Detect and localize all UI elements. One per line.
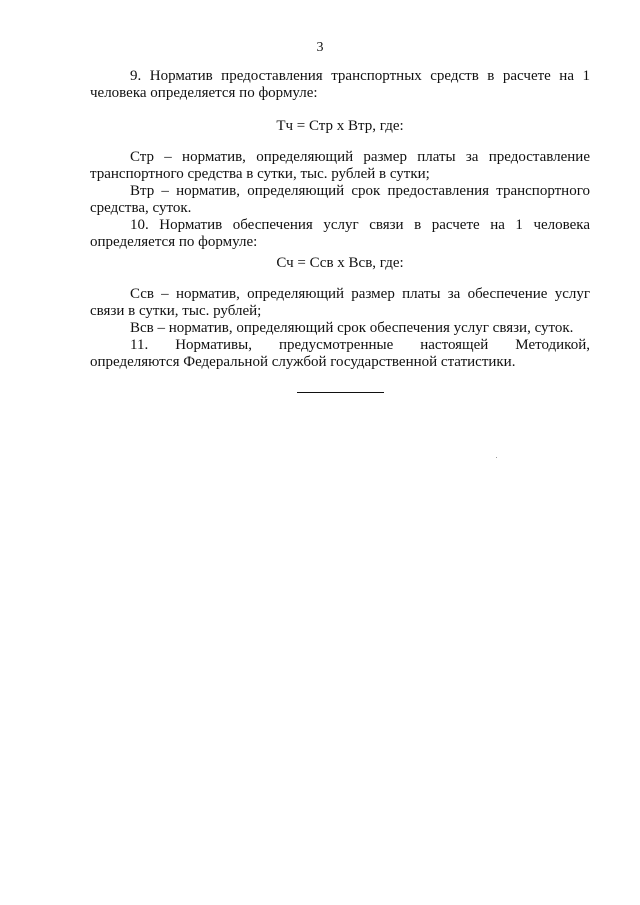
definition-vsv: Всв – норматив, определяющий срок обеспечения услуг связи, суток. (130, 320, 574, 336)
page-number: 3 (316, 40, 324, 55)
paragraph-10: 10. Норматив обеспечения услуг связи в расчете на 1 человека определяется по формуле: (90, 217, 590, 250)
formula-tch: Тч = Стр х Втр, где: (276, 118, 404, 134)
paragraph-11: 11. Нормативы, предусмотренные настоящей Методикой, определяются Федеральной службой государственной статистики. (90, 337, 590, 370)
definition-str: Стр – норматив, определяющий размер платы за предоставление транспортного средства в сутки, тыс. рублей в сутки; (90, 149, 590, 182)
formula-sch: Сч = Ссв х Всв, где: (276, 255, 404, 271)
scan-speck (496, 457, 497, 458)
definition-vtr: Втр – норматив, определяющий срок предоставления транспортного средства, суток. (90, 183, 590, 216)
definition-ssv: Ссв – норматив, определяющий размер платы за обеспечение услуг связи в сутки, тыс. рублей; (90, 286, 590, 319)
document-body (90, 68, 590, 371)
end-of-document-line (297, 392, 384, 393)
paragraph-9: 9. Норматив предоставления транспортных средств в расчете на 1 человека определяется по формуле: (90, 68, 590, 101)
